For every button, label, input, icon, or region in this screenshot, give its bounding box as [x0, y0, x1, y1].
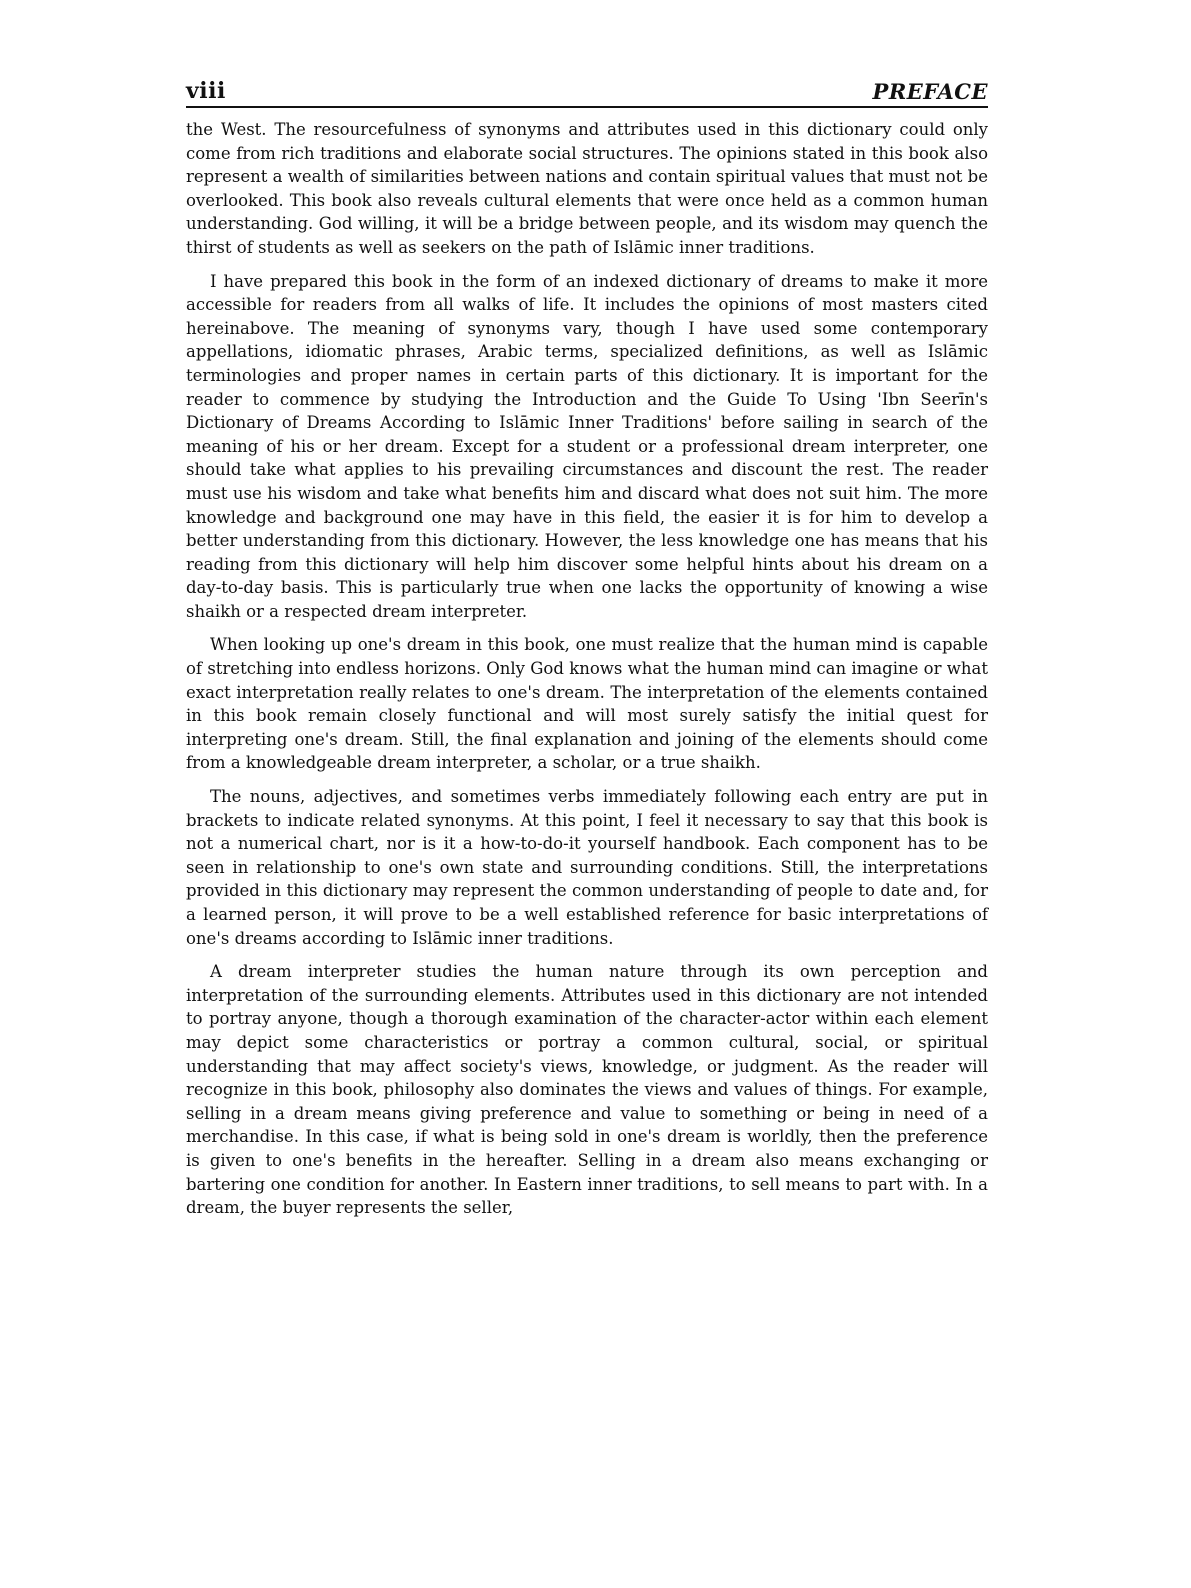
paragraph-5: A dream interpreter studies the human nature through its own perception and interpretation of the surrounding elements. Attributes used in this dictionary are not intended to portray anyone, though a thorough examination of the character-actor within each element may depict some characteristics or portray a common cultural, social, or spiritual understanding that may affect society's views, knowledge, or judgment. As the reader will recognize in this book, philosophy also dominates the views and values of things. For example, selling in a dream means giving preference and value to something or being in need of a merchandise. In this case, if what is being sold in one's dream is worldly, then the preference is given to one's benefits in the hereafter. Selling in a dream also means exchanging or bartering one condition for another. In Eastern inner traditions, to sell means to part with. In a dream, the buyer represents the seller,: [186, 962, 988, 1218]
book-page: [186, 72, 988, 1220]
running-head: [186, 72, 988, 108]
page-number: viii: [186, 78, 226, 104]
paragraph-2: I have prepared this book in the form of an indexed dictionary of dreams to make it more accessible for readers from all walks of life. It includes the opinions of most masters cited hereinabove. The meaning of synonyms vary, though I have used some contemporary appellations, idiomatic phrases, Arabic terms, specialized definitions, as well as Islāmic terminologies and proper names in certain parts of this dictionary. It is important for the reader to commence by studying the Introduction and the Guide To Using 'Ibn Seerīn's Dictionary of Dreams According to Islāmic Inner Traditions' before sailing in search of the meaning of his or her dream. Except for a student or a professional dream interpreter, one should take what applies to his prevailing circumstances and discount the rest. The reader must use his wisdom and take what benefits him and discard what does not suit him. The more knowledge and background one may have in this field, the easier it is for him to develop a better understanding from this dictionary. However, the less knowledge one has means that his reading from this dictionary will help him discover some helpful hints about his dream on a day-to-day basis. This is particularly true when one lacks the opportunity of knowing a wise shaikh or a respected dream interpreter.: [186, 271, 988, 621]
paragraph-3: When looking up one's dream in this book, one must realize that the human mind is capable of stretching into endless horizons. Only God knows what the human mind can imagine or what exact interpretation really relates to one's dream. The interpretation of the elements contained in this book remain closely functional and will most surely satisfy the initial quest for interpreting one's dream. Still, the final explanation and joining of the elements should come from a knowledgeable dream interpreter, a scholar, or a true shaikh.: [186, 635, 988, 773]
paragraph-4: The nouns, adjectives, and sometimes verbs immediately following each entry are put in brackets to indicate related synonyms. At this point, I feel it necessary to say that this book is not a numerical chart, nor is it a how-to-do-it yourself handbook. Each component has to be seen in relationship to one's own state and surrounding conditions. Still, the interpretations provided in this dictionary may represent the common understanding of people to date and, for a learned person, it will prove to be a well established reference for basic interpretations of one's dreams according to Islāmic inner traditions.: [186, 787, 988, 948]
paragraph-1: the West. The resourcefulness of synonyms and attributes used in this dictionary could only come from rich traditions and elaborate social structures. The opinions stated in this book also represent a wealth of similarities between nations and contain spiritual values that must not be overlooked. This book also reveals cultural elements that were once held as a common human understanding. God willing, it will be a bridge between people, and its wisdom may quench the thirst of students as well as seekers on the path of Islāmic inner traditions.: [186, 120, 988, 257]
body-text: [186, 118, 988, 1220]
section-title: PREFACE: [872, 79, 988, 104]
